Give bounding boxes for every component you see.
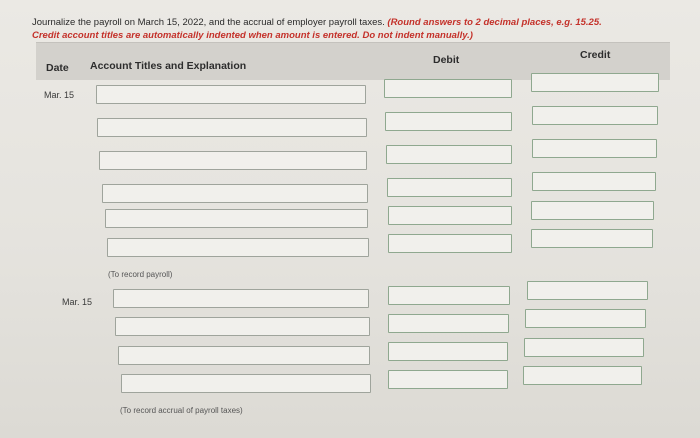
header-credit: Credit bbox=[580, 49, 611, 61]
entry1-account-input[interactable] bbox=[107, 238, 369, 257]
entry2-credit-input[interactable] bbox=[524, 338, 644, 357]
header-date: Date bbox=[46, 62, 69, 74]
entry1-credit-input[interactable] bbox=[531, 201, 654, 220]
entry1-credit-input[interactable] bbox=[532, 139, 657, 158]
entry2-credit-input[interactable] bbox=[525, 309, 646, 328]
entry2-account-input[interactable] bbox=[113, 289, 369, 308]
entry1-debit-input[interactable] bbox=[388, 234, 512, 253]
entry1-debit-input[interactable] bbox=[384, 79, 512, 98]
entry2-debit-input[interactable] bbox=[388, 286, 510, 305]
entry2-account-input[interactable] bbox=[118, 346, 370, 365]
header-account: Account Titles and Explanation bbox=[90, 60, 247, 72]
entry1-account-input[interactable] bbox=[102, 184, 368, 203]
entry1-credit-input[interactable] bbox=[531, 229, 653, 248]
entry1-account-input[interactable] bbox=[96, 85, 366, 104]
entry1-credit-input[interactable] bbox=[532, 106, 658, 125]
entry1-debit-input[interactable] bbox=[385, 112, 512, 131]
entry1-explanation-note: (To record payroll) bbox=[108, 270, 173, 279]
entry1-credit-input[interactable] bbox=[532, 172, 656, 191]
entry1-credit-input[interactable] bbox=[531, 73, 659, 92]
instructions-main: Journalize the payroll on March 15, 2022, and the accrual of employer payroll taxes. bbox=[32, 17, 385, 28]
entry1-account-input[interactable] bbox=[97, 118, 367, 137]
entry2-account-input[interactable] bbox=[115, 317, 370, 336]
header-debit: Debit bbox=[433, 54, 460, 66]
instructions bbox=[32, 16, 692, 42]
entry1-debit-input[interactable] bbox=[387, 178, 512, 197]
entry2-debit-input[interactable] bbox=[388, 370, 508, 389]
entry1-account-input[interactable] bbox=[105, 209, 368, 228]
entry1-date: Mar. 15 bbox=[44, 90, 75, 100]
entry2-explanation-note: (To record accrual of payroll taxes) bbox=[120, 406, 243, 415]
entry1-account-input[interactable] bbox=[99, 151, 367, 170]
entry2-date: Mar. 15 bbox=[62, 297, 93, 307]
entry1-debit-input[interactable] bbox=[386, 145, 512, 164]
rounding-instruction: (Round answers to 2 decimal places, e.g. 15.25. bbox=[387, 17, 602, 28]
entry2-account-input[interactable] bbox=[121, 374, 371, 393]
entry2-debit-input[interactable] bbox=[388, 314, 509, 333]
indent-instruction: Credit account titles are automatically indented when amount is entered. Do not indent manually.) bbox=[32, 30, 473, 41]
entry1-debit-input[interactable] bbox=[388, 206, 512, 225]
entry2-credit-input[interactable] bbox=[523, 366, 642, 385]
entry2-credit-input[interactable] bbox=[527, 281, 648, 300]
entry2-debit-input[interactable] bbox=[388, 342, 508, 361]
